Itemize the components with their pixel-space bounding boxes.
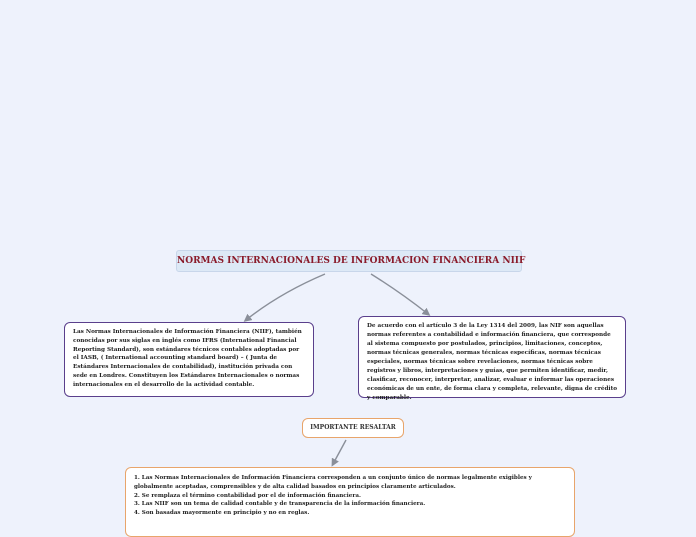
right-topic-node[interactable] bbox=[358, 316, 626, 401]
right-topic-text: De acuerdo con el artículo 3 de la Ley 1314 del 2009, las NIF son aquellas normas referentes a contabilidad e información financiera, que corresponde al sistema compuesto por postulados, principios, limitaciones, conceptos, normas técnicas generales, normas técnicas específicas, normas técnicas especiales, normas técnicas sobre revelaciones, normas técnicas sobre registros y libros, interpretaciones y guías, que permiten identificar, medir, clasificar, reconocer, interpretar, analizar, evaluar e informar las operaciones económicas de un ente, de forma clara y completa, relevante, digna de crédito y comparable. bbox=[367, 323, 618, 401]
connector-important-to-bottom bbox=[333, 440, 346, 464]
important-topic-label: IMPORTANTE RESALTAR bbox=[310, 424, 396, 431]
left-topic-text: Las Normas Internacionales de Información Financiera (NIIF), también conocidas por sus siglas en inglés como IFRS (International Financial Reporting Standard), son estándares técnicos contables adoptadas por el IASB, ( International accounting standard board) – ( Junta de Estándares Internacionales de contabilidad), institución privada con sede en Londres. Constituyen los Estándares Internacionales o normas internacionales en el desarrollo de la actividad contable. bbox=[73, 329, 302, 388]
important-point-item: 1. Las Normas Internacionales de Información Financiera corresponden a un conjunto único de normas legalmente exigibles y globalmente aceptadas, comprensibles y de alta calidad basados en principios claramente articulados. bbox=[134, 475, 532, 490]
important-points-node[interactable] bbox=[125, 467, 575, 537]
important-topic-node[interactable] bbox=[302, 418, 404, 438]
left-topic-node[interactable] bbox=[64, 322, 314, 397]
important-point-item: 2. Se remplaza el término contabilidad por el de información financiera. bbox=[134, 492, 361, 499]
central-topic-node[interactable] bbox=[176, 250, 526, 272]
important-point-item: 4. Son basadas mayormente en principio y no en reglas. bbox=[134, 510, 310, 517]
important-point-item: 3. Las NIIF son un tema de calidad contable y de transparencia de la información financiera. bbox=[134, 501, 426, 508]
connector-central-to-right bbox=[371, 274, 428, 314]
central-topic-label: NORMAS INTERNACIONALES DE INFORMACION FINANCIERA NIIF bbox=[177, 256, 526, 266]
connector-central-to-left bbox=[246, 274, 325, 320]
important-points-list bbox=[134, 474, 566, 518]
